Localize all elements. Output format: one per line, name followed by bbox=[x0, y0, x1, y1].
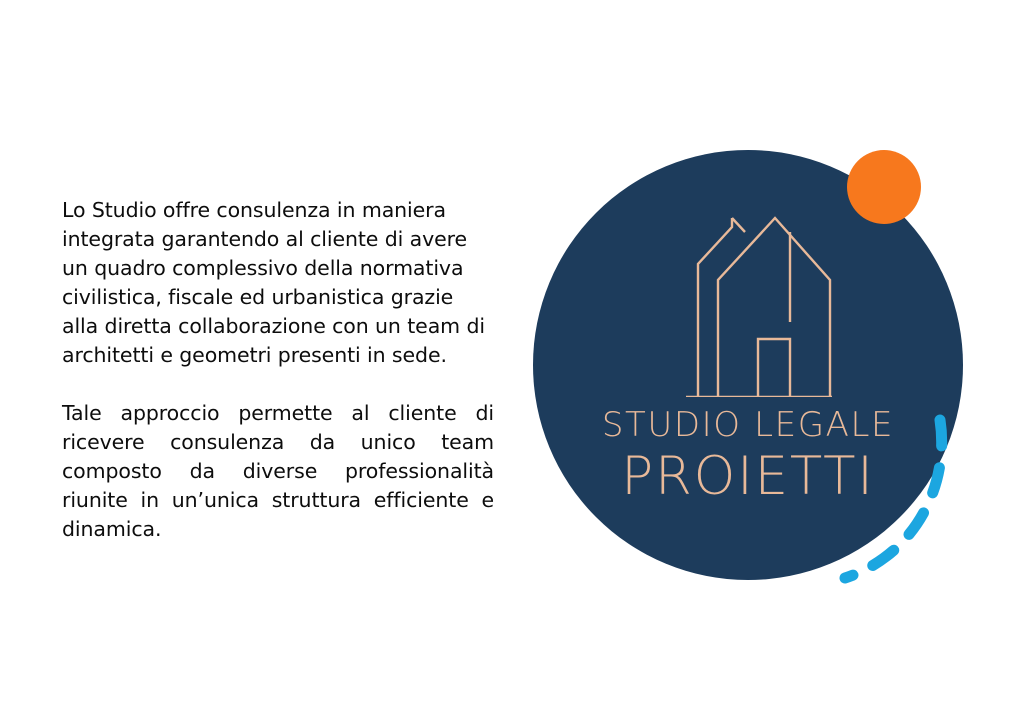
logo-line-1: STUDIO LEGALE bbox=[601, 405, 895, 445]
orange-dot-shape bbox=[847, 150, 921, 224]
house-outline-icon bbox=[672, 172, 832, 397]
logo-composition bbox=[520, 130, 990, 600]
logo-line-2: PROIETTI bbox=[621, 446, 875, 507]
logo-wordmark bbox=[520, 405, 976, 507]
body-text-column bbox=[62, 196, 494, 544]
paragraph-1: Lo Studio offre consulenza in maniera integrata garantendo al cliente di avere un quadro complessivo della normativa civilistica, fiscale ed urbanistica grazie alla diretta collaborazione con un team di architetti e geometri presenti in sede. bbox=[62, 198, 485, 367]
paragraph-2: Tale approccio permette al cliente di ricevere consulenza da unico team composto da diverse professionalità riunite in un’unica struttura efficiente e dinamica. bbox=[62, 401, 494, 541]
